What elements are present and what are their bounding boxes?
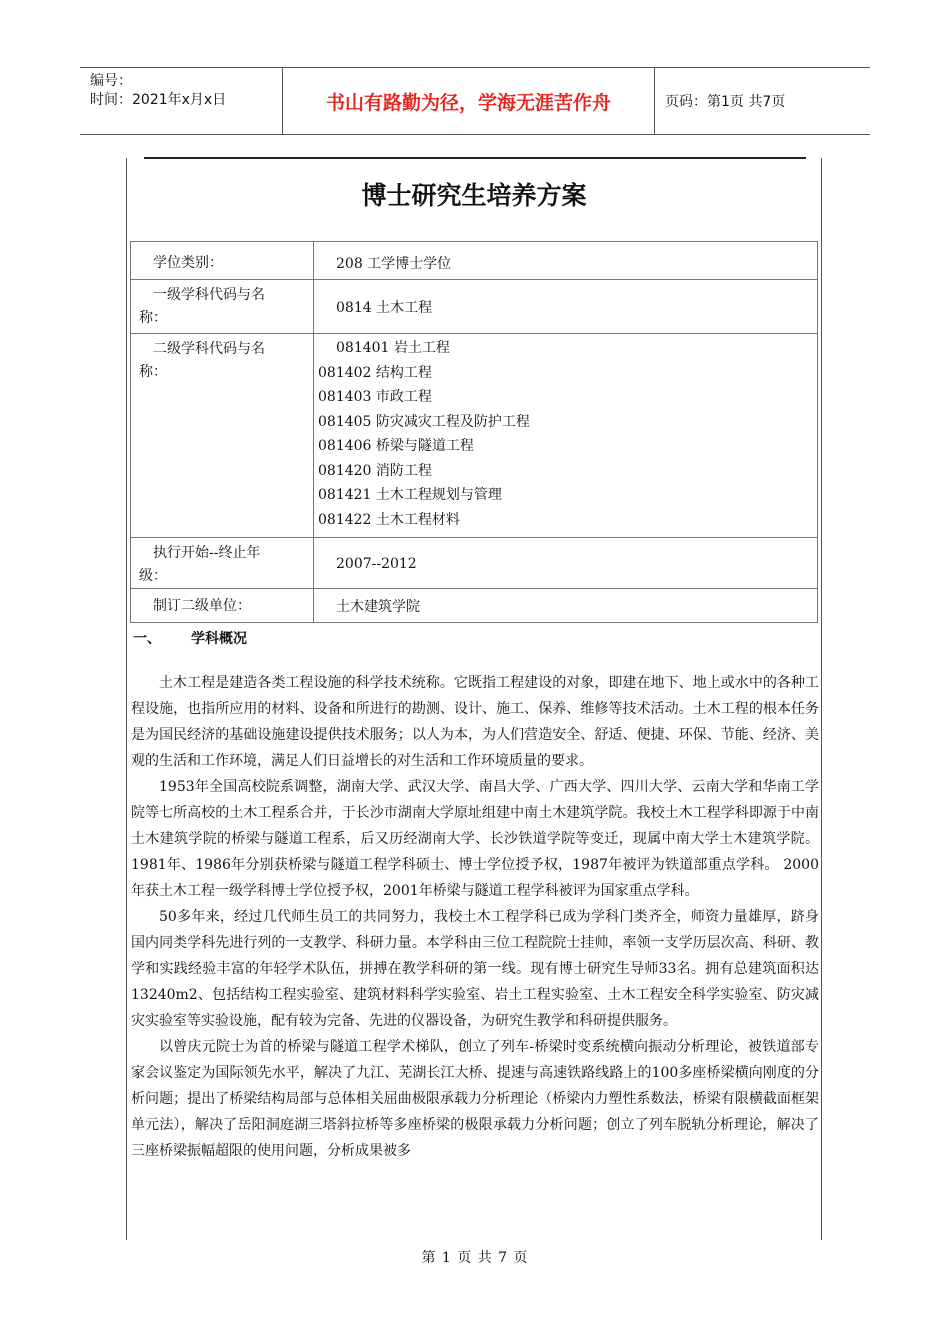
second-level-item: 081422 土木工程材料 bbox=[318, 511, 460, 528]
second-level-item: 081403 市政工程 bbox=[318, 389, 432, 405]
row-second-level bbox=[131, 334, 818, 538]
second-level-item: 081401 岩土工程 bbox=[336, 340, 450, 356]
first-level-label-1: 一级学科代码与名 bbox=[153, 287, 265, 303]
second-level-label-1: 二级学科代码与名 bbox=[153, 341, 265, 357]
paragraph: 以曾庆元院士为首的桥梁与隧道工程学术梯队，创立了列车-桥梁时变系统横向振动分析理论，被铁道部专家会议鉴定为国际领先水平，解决了九江、芜湖长江大桥、提速与高速铁路线路上的100多座桥梁横向刚度的分析问题；提出了桥梁结构局部与总体相关屈曲极限承载力分析理论（桥梁内力塑性系数法，桥梁有限横截面框架单元法），解决了岳阳洞庭湖三塔斜拉桥等多座桥梁的极限承载力分析问题；创立了列车脱轨分析理论，解决了三座桥梁振幅超限的使用问题，分析成果被多 bbox=[131, 1039, 819, 1159]
document-title: 博士研究生培养方案 bbox=[361, 181, 587, 210]
period-label-2: 级： bbox=[139, 568, 167, 584]
second-level-item: 081420 消防工程 bbox=[318, 462, 432, 479]
document-frame bbox=[126, 158, 822, 1240]
number-label: 编号： bbox=[90, 73, 132, 89]
second-level-item: 081402 结构工程 bbox=[318, 364, 432, 381]
section-number: 一、 bbox=[133, 631, 161, 647]
second-level-label-2: 称： bbox=[139, 364, 167, 380]
page-footer: 第 1 页 共 7 页 bbox=[421, 1250, 529, 1266]
time-label: 时间：2021年x月x日 bbox=[90, 92, 227, 108]
row-period bbox=[131, 538, 818, 589]
second-level-item: 081406 桥梁与隧道工程 bbox=[318, 438, 474, 454]
unit-label: 制订二级单位： bbox=[153, 598, 251, 614]
row-first-level bbox=[131, 280, 818, 334]
period-value: 2007--2012 bbox=[336, 556, 417, 572]
section-body bbox=[131, 670, 819, 1164]
unit-value: 土木建筑学院 bbox=[336, 599, 420, 615]
paragraph: 土木工程是建造各类工程设施的科学技术统称。它既指工程建设的对象，即建在地下、地上或水中的各种工程设施，也指所应用的材料、设备和所进行的勘测、设计、施工、保养、维修等技术活动。土木工程的根本任务是为国民经济的基础设施建设提供技术服务；以人为本，为人们营造安全、舒适、便捷、环保、节能、经济、美观的生活和工作环境，满足人们日益增长的对生活和工作环境质量的要求。 bbox=[131, 675, 819, 769]
paragraph: 1953年全国高校院系调整，湖南大学、武汉大学、南昌大学、广西大学、四川大学、云南大学和华南工学院等七所高校的土木工程系合并，于长沙市湖南大学原址组建中南土木建筑学院。我校土木工程学科即源于中南土木建筑学院的桥梁与隧道工程系，后又历经湖南大学、长沙铁道学院等变迁，现属中南大学土木建筑学院。1981年、1986年分别获桥梁与隧道工程学科硕士、博士学位授予权，1987年被评为铁道部重点学科。 2000 年获土木工程一级学科博士学位授予权，2001年桥梁与隧道工程学科被评为国家重点学科。 bbox=[131, 779, 819, 899]
header-page-info: 页码：第1页 共7页 bbox=[665, 94, 786, 110]
paragraph: 50多年来，经过几代师生员工的共同努力，我校土木工程学科已成为学科门类齐全，师资力量雄厚，跻身国内同类学科先进行列的一支教学、科研力量。本学科由三位工程院院士挂帅，率领一支学历层次高、科研、教学和实践经验丰富的年轻学术队伍，拼搏在教学科研的第一线。现有博士研究生导师33名。拥有总建筑面积达13240m2、包括结构工程实验室、建筑材料科学实验室、岩土工程实验室、土木工程安全科学实验室、防灾减灾实验室等实验设施，配有较为完备、先进的仪器设备，为研究生教学和科研提供服务。 bbox=[131, 909, 819, 1029]
first-level-value: 0814 土木工程 bbox=[336, 300, 433, 316]
second-level-item: 081421 土木工程规划与管理 bbox=[318, 487, 502, 503]
header-meta bbox=[80, 68, 283, 134]
header-motto: 书山有路勤为径，学海无涯苦作舟 bbox=[283, 68, 655, 134]
section-title: 学科概况 bbox=[191, 631, 247, 647]
first-level-label-2: 称： bbox=[139, 310, 167, 326]
info-table bbox=[130, 241, 818, 623]
degree-type-label: 学位类别： bbox=[153, 255, 223, 271]
row-unit bbox=[131, 589, 818, 623]
page-header bbox=[80, 67, 870, 135]
period-label-1: 执行开始--终止年 bbox=[153, 545, 261, 561]
second-level-item: 081405 防灾减灾工程及防护工程 bbox=[318, 413, 530, 430]
row-degree-type bbox=[131, 242, 818, 280]
section-heading bbox=[133, 628, 247, 648]
degree-type-value: 208 工学博士学位 bbox=[336, 256, 452, 272]
